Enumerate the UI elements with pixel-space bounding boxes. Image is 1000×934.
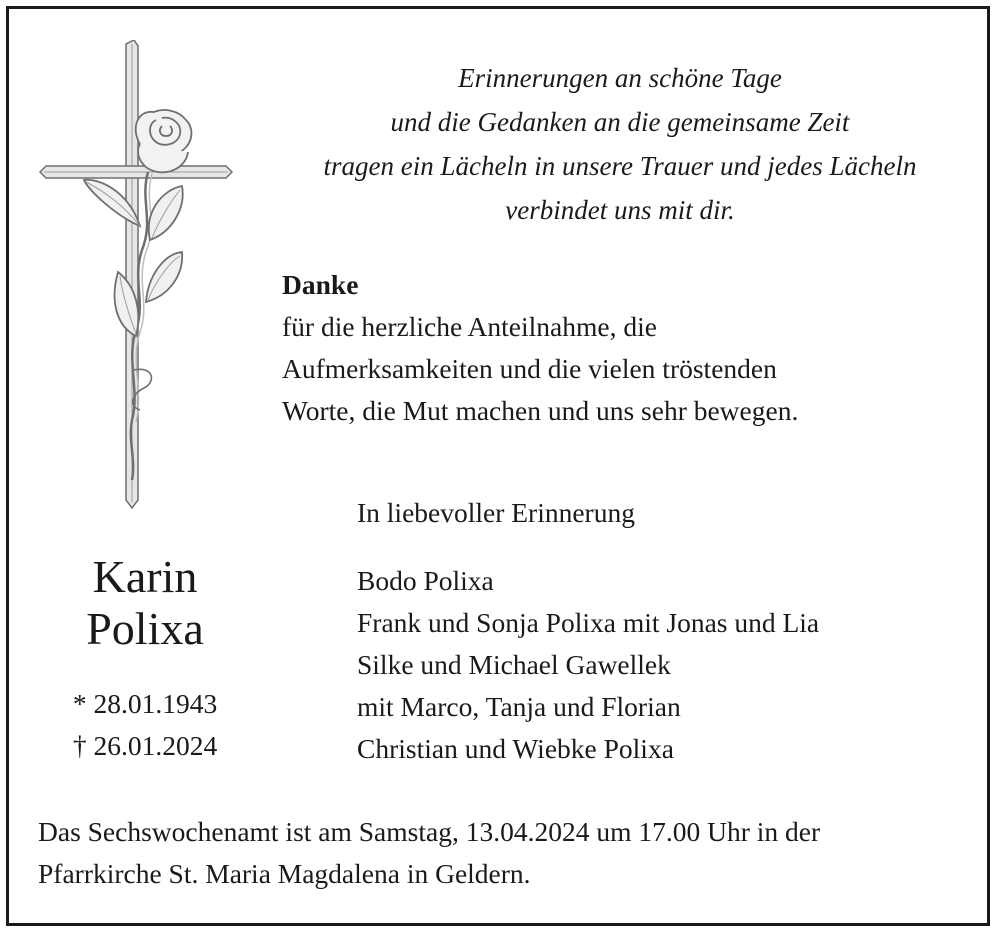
family-member: Christian und Wiebke Polixa [357,733,674,764]
quote-line: verbindet uns mit dir. [505,195,735,225]
deceased-name [40,551,250,655]
birth-date: * 28.01.1943 [72,688,218,719]
quote-line: und die Gedanken an die gemeinsame Zeit [390,107,850,137]
last-name: Polixa [86,603,204,654]
poem-quote [270,56,970,232]
family-member: Frank und Sonja Polixa mit Jonas und Lia [357,607,820,638]
death-date: † 26.01.2024 [72,730,218,761]
family-member: mit Marco, Tanja und Florian [357,691,681,722]
thanks-line: für die herzliche Anteilnahme, die [282,311,657,342]
service-announcement [38,811,978,895]
thanks-title: Danke [282,269,359,300]
service-line: Das Sechswochenamt ist am Samstag, 13.04.2024 um 17.00 Uhr in der [38,816,821,847]
quote-line: tragen ein Lächeln in unsere Trauer und jedes Lächeln [323,151,917,181]
thanks-section [282,264,972,432]
life-dates [40,683,250,767]
memory-heading: In liebevoller Erinnerung [357,497,635,528]
family-member: Silke und Michael Gawellek [357,649,671,680]
family-list [357,560,977,770]
thanks-line: Worte, die Mut machen und uns sehr bewegen. [282,395,799,426]
quote-line: Erinnerungen an schöne Tage [458,63,782,93]
service-line: Pfarrkirche St. Maria Magdalena in Geldern. [38,858,531,889]
family-member: Bodo Polixa [357,565,494,596]
first-name: Karin [92,551,198,602]
cross-with-rose-icon [36,40,236,510]
thanks-line: Aufmerksamkeiten und die vielen tröstenden [282,353,777,384]
